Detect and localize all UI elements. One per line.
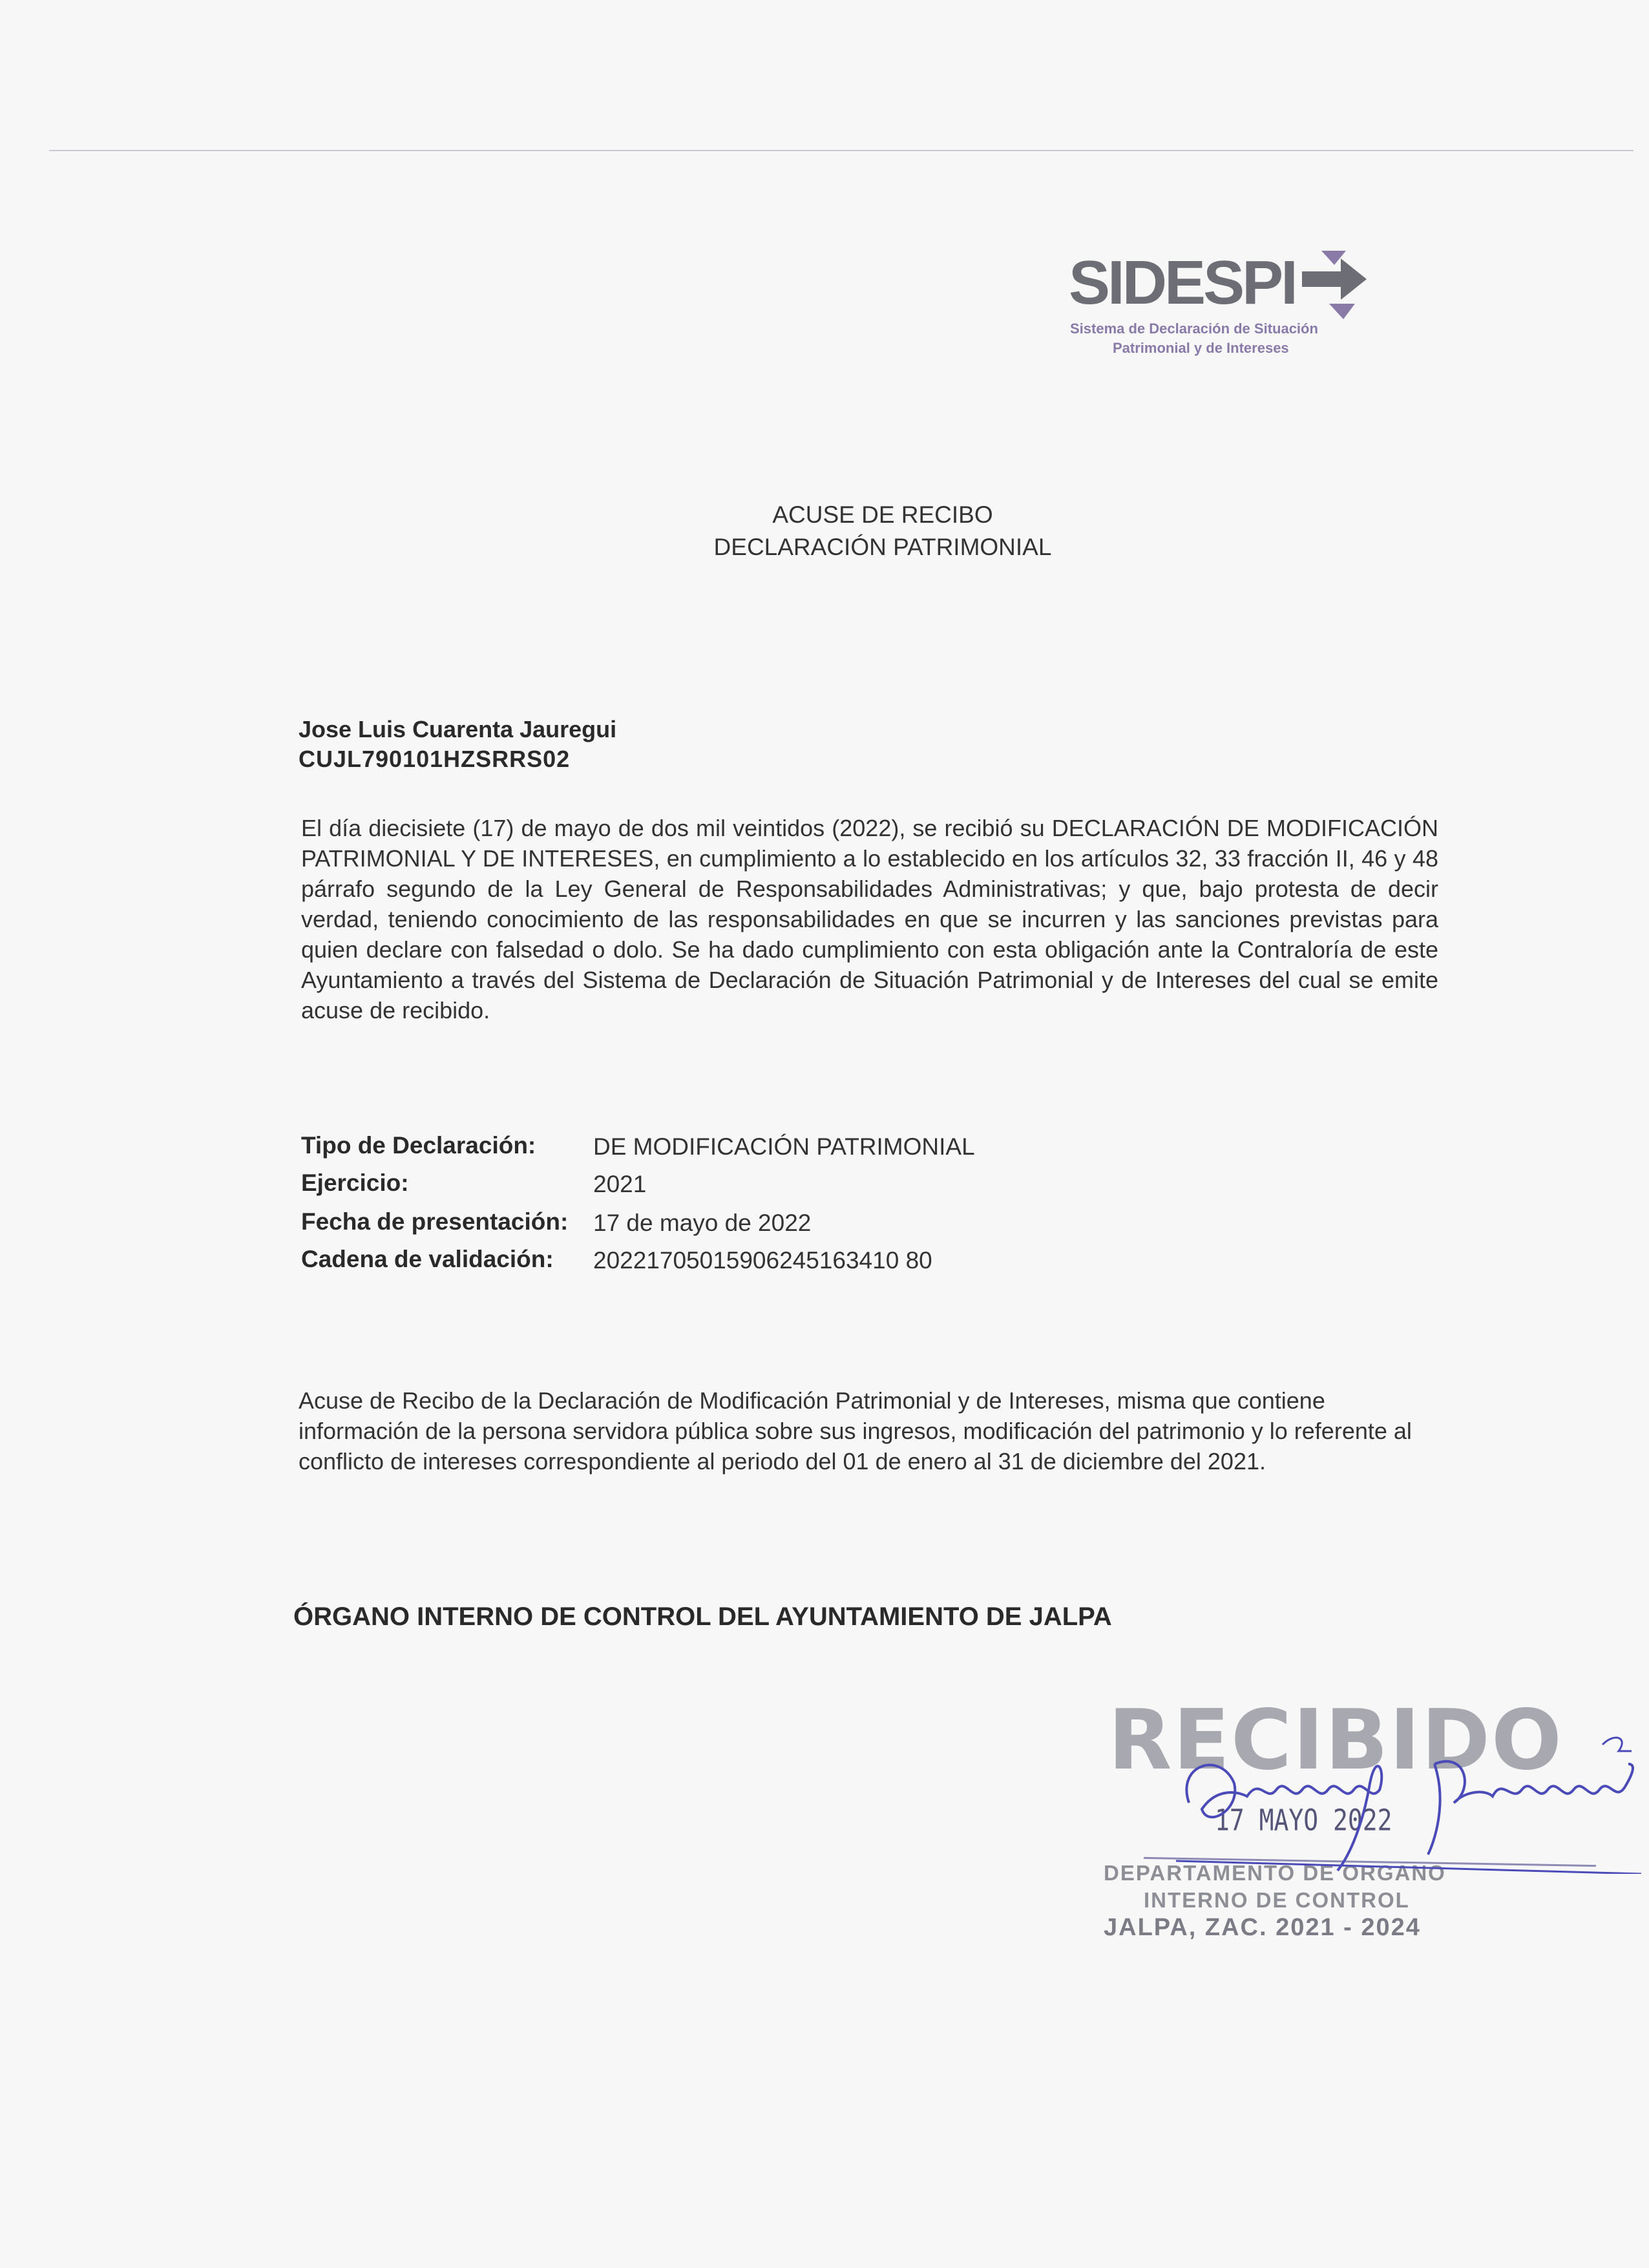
document-title: ACUSE DE RECIBO [772,501,993,528]
handwritten-signature [1163,1725,1649,1874]
field-label-tipo: Tipo de Declaración: [301,1132,536,1159]
received-stamp [1098,1692,1641,1945]
field-value-tipo: DE MODIFICACIÓN PATRIMONIAL [593,1133,975,1160]
sidespi-logo [1066,239,1376,368]
top-rule [49,150,1633,151]
issuing-organ: ÓRGANO INTERNO DE CONTROL DEL AYUNTAMIENTO DE JALPA [293,1602,1112,1631]
stamp-dept-line1: DEPARTAMENTO DE ORGANO [1104,1861,1446,1885]
stamp-word: RECIBIDO [1108,1692,1563,1789]
logo-subtitle-line2: Patrimonial y de Intereses [1113,340,1289,356]
summary-paragraph: Acuse de Recibo de la Declaración de Modificación Patrimonial y de Intereses, misma que contiene información de la persona servidora pública sobre sus ingresos, modificación del patrimonio y lo referente al conflicto de intereses correspondiente al periodo del 01 de enero al 31 de diciembre del 2021. [299,1387,1412,1475]
declarant-name: Jose Luis Cuarenta Jauregui [299,716,617,742]
field-label-fecha: Fecha de presentación: [301,1208,569,1235]
field-value-fecha: 17 de mayo de 2022 [593,1210,812,1236]
field-label-cadena: Cadena de validación: [301,1246,554,1272]
logo-arrow-icon [1296,239,1380,323]
stamp-dept-line3: JALPA, ZAC. 2021 - 2024 [1104,1914,1421,1941]
stamp-dept-line2: INTERNO DE CONTROL [1144,1888,1410,1912]
stamp-date: 17 MAYO 2022 [1215,1803,1392,1838]
field-value-ejercicio: 2021 [593,1171,647,1197]
logo-wordmark: SIDESPI [1069,248,1296,317]
field-label-ejercicio: Ejercicio: [301,1170,409,1196]
logo-subtitle-line1: Sistema de Declaración de Situación [1070,320,1318,337]
declarant-curp: CUJL790101HZSRRS02 [299,746,571,772]
field-value-cadena: 20221705015906245163410 80 [593,1247,932,1274]
document-subtitle: DECLARACIÓN PATRIMONIAL [713,534,1052,560]
receipt-paragraph: El día diecisiete (17) de mayo de dos mil veintidos (2022), se recibió su DECLARACIÓN DE MODIFICACIÓN PATRIMONIAL Y DE INTERESES, en cumplimiento a lo establecido en los artículos 32, 33 fracción II, 46 y 48 párrafo segundo de la Ley General de Responsabilidades Administrativas; y que, bajo protesta de decir verdad, teniendo conocimiento de las responsabilidades en que se incurren y las sanciones previstas para quien declare con falsedad o dolo. Se ha dado cumplimiento con esta obligación ante la Contraloría de este Ayuntamiento a través del Sistema de Declaración de Situación Patrimonial y de Intereses del cual se emite acuse de recibido. [301,815,1438,1024]
